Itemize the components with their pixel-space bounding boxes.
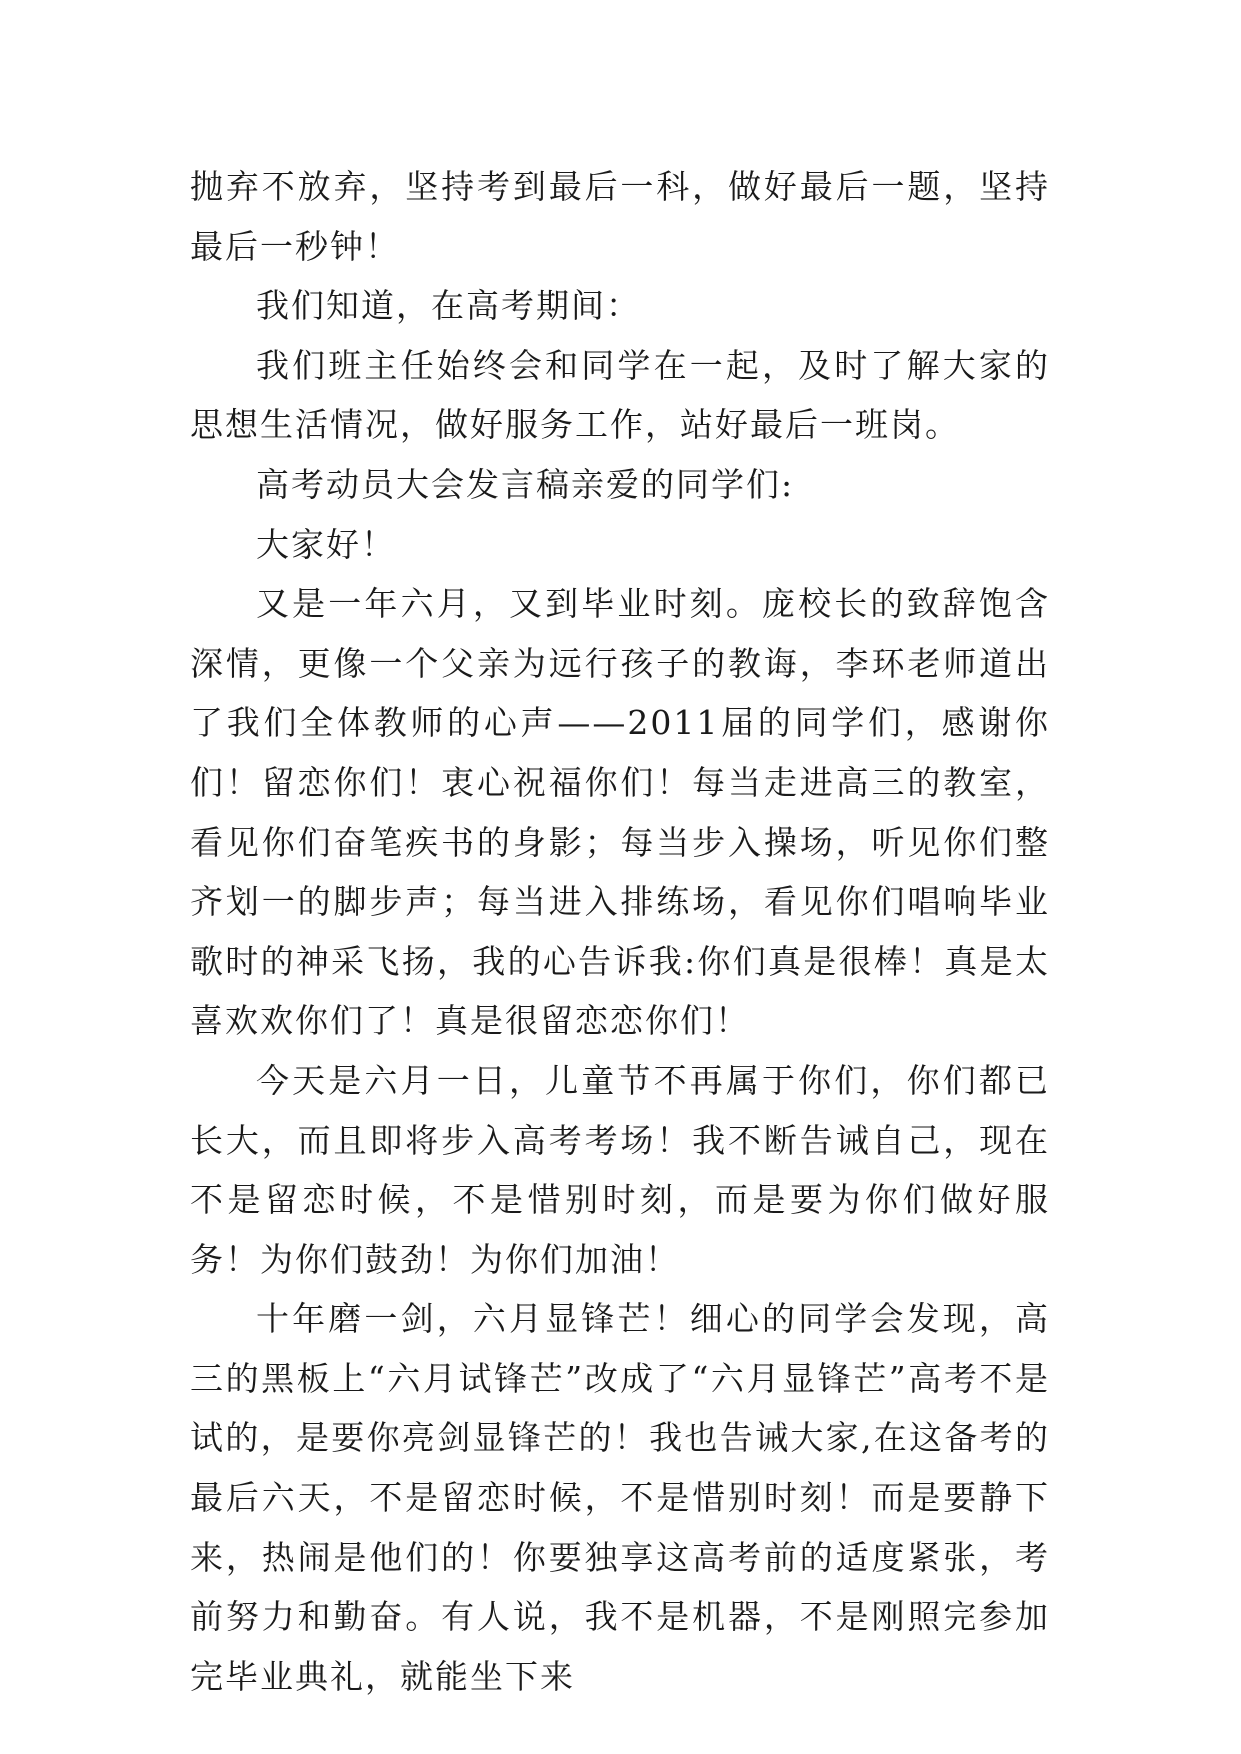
paragraph-1: 抛弃不放弃，坚持考到最后一科，做好最后一题，坚持最后一秒钟！: [190, 167, 1050, 266]
paragraph-4: 高考动员大会发言稿亲爱的同学们:: [256, 464, 795, 504]
paragraph-5: 大家好！: [256, 524, 396, 564]
paragraph-8: 十年磨一剑，六月显锋芒！细心的同学会发现，高三的黑板上“六月试锋芒”改成了“六月显锋芒”高考不是试的，是要你亮剑显锋芒的！我也告诫大家,在这备考的最后六天，不是留恋时候，不是惜别时刻！而是要静下来，热闹是他们的！你要独享这高考前的适度紧张，考前努力和勤奋。有人说，我不是机器，不是刚照完参加完毕业典礼，就能坐下来: [190, 1299, 1050, 1696]
document-body: [190, 157, 1050, 1706]
paragraph-3: 我们班主任始终会和同学在一起，及时了解大家的思想生活情况，做好服务工作，站好最后一班岗。: [190, 345, 1050, 445]
paragraph-2: 我们知道，在高考期间：: [256, 286, 641, 326]
paragraph-7: 今天是六月一日，儿童节不再属于你们，你们都已长大，而且即将步入高考考场！我不断告诫自己，现在不是留恋时候，不是惜别时刻，而是要为你们做好服务！为你们鼓劲！为你们加油！: [190, 1060, 1050, 1279]
paragraph-6: 又是一年六月，又到毕业时刻。庞校长的致辞饱含深情，更像一个父亲为远行孩子的教诲，李环老师道出了我们全体教师的心声——2011届的同学们，感谢你们！留恋你们！衷心祝福你们！每当走进高三的教室，看见你们奋笔疾书的身影；每当步入操场，听见你们整齐划一的脚步声；每当进入排练场，看见你们唱响毕业歌时的神采飞扬，我的心告诉我:你们真是很棒！真是太喜欢欢你们了！真是很留恋恋你们！: [190, 584, 1050, 1041]
